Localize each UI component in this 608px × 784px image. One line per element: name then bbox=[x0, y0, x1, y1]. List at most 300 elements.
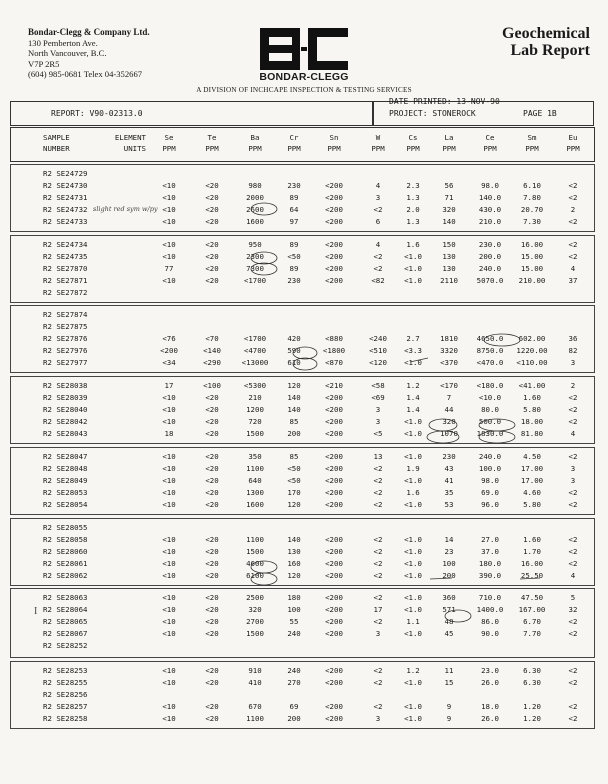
value-cell: 69.0 bbox=[481, 488, 499, 497]
sample-number-cell: R2 SE28039 bbox=[43, 393, 88, 402]
value-cell: <20 bbox=[205, 264, 219, 273]
value-cell: 320 bbox=[442, 205, 456, 214]
value-cell: <2 bbox=[568, 547, 578, 556]
value-cell: 6.30 bbox=[523, 666, 541, 675]
value-cell: <10 bbox=[162, 678, 176, 687]
value-cell: 1500 bbox=[246, 629, 264, 638]
value-cell: <2 bbox=[568, 217, 578, 226]
sample-number-cell: R2 SE27875 bbox=[43, 322, 88, 331]
value-cell: <5300 bbox=[243, 381, 267, 390]
value-cell: 1600 bbox=[246, 217, 264, 226]
value-cell: <10 bbox=[162, 629, 176, 638]
value-cell: 3 bbox=[570, 476, 576, 485]
value-cell: <200 bbox=[325, 264, 343, 273]
address-line: 130 Pemberton Ave. bbox=[28, 37, 98, 48]
value-cell: <200 bbox=[325, 193, 343, 202]
value-cell: <10 bbox=[162, 488, 176, 497]
value-cell: 11 bbox=[444, 666, 454, 675]
value-cell: 167.00 bbox=[518, 605, 546, 614]
value-cell: 1.60 bbox=[523, 535, 541, 544]
value-cell: <510 bbox=[369, 346, 387, 355]
value-cell: 98.0 bbox=[481, 181, 499, 190]
value-cell: <2 bbox=[568, 500, 578, 509]
column-header-line: Eu bbox=[568, 133, 578, 142]
value-cell: 180.0 bbox=[478, 559, 502, 568]
value-cell: 1070 bbox=[440, 429, 458, 438]
value-cell: 2.0 bbox=[406, 205, 420, 214]
table-row bbox=[11, 333, 594, 345]
value-cell: <2 bbox=[373, 593, 383, 602]
value-cell: 1810 bbox=[440, 334, 458, 343]
value-cell: 140 bbox=[287, 393, 301, 402]
table-row bbox=[11, 357, 594, 369]
table-row bbox=[11, 345, 594, 357]
value-cell: <10 bbox=[162, 666, 176, 675]
sample-number-cell: R2 SE28064 bbox=[43, 605, 88, 614]
sample-number-cell: R2 SE24729 bbox=[43, 169, 88, 178]
value-cell: 35 bbox=[444, 488, 454, 497]
sample-number-cell: R2 SE28048 bbox=[43, 464, 88, 473]
value-cell: <34 bbox=[162, 358, 176, 367]
value-cell: 670 bbox=[248, 702, 262, 711]
value-cell: 130 bbox=[287, 547, 301, 556]
value-cell: <2 bbox=[568, 714, 578, 723]
column-header-line: PPM bbox=[327, 144, 341, 153]
address-line: North Vancouver, B.C. bbox=[28, 48, 107, 59]
value-cell: 100 bbox=[442, 559, 456, 568]
value-cell: 47.50 bbox=[520, 593, 544, 602]
table-row bbox=[11, 392, 594, 404]
value-cell: <1.0 bbox=[404, 629, 422, 638]
table-row bbox=[11, 404, 594, 416]
value-cell: 13 bbox=[373, 452, 383, 461]
sample-number-cell: R2 SE28062 bbox=[43, 571, 88, 580]
sample-group bbox=[10, 588, 595, 658]
value-cell: <1.0 bbox=[404, 593, 422, 602]
value-cell: 4 bbox=[375, 240, 381, 249]
value-cell: 610 bbox=[287, 358, 301, 367]
column-header-line: PPM bbox=[406, 144, 420, 153]
column-header-cell bbox=[365, 132, 391, 154]
value-cell: <20 bbox=[205, 593, 219, 602]
column-header-cell bbox=[511, 132, 553, 154]
value-cell: <20 bbox=[205, 252, 219, 261]
value-cell: 2700 bbox=[246, 617, 264, 626]
value-cell: <20 bbox=[205, 535, 219, 544]
value-cell: 1200 bbox=[246, 405, 264, 414]
sample-number-cell: R2 SE28255 bbox=[43, 678, 88, 687]
value-cell: 37.0 bbox=[481, 547, 499, 556]
sample-number-cell: R2 SE24732 bbox=[43, 205, 88, 214]
value-cell: 3 bbox=[375, 405, 381, 414]
value-cell: <200 bbox=[325, 666, 343, 675]
column-header-line: W bbox=[375, 133, 381, 142]
table-row bbox=[11, 416, 594, 428]
value-cell: <2 bbox=[373, 702, 383, 711]
value-cell: 200 bbox=[287, 714, 301, 723]
value-cell: 85 bbox=[289, 452, 299, 461]
value-cell: 1220.00 bbox=[516, 346, 548, 355]
title-line: Geochemical bbox=[502, 25, 590, 42]
value-cell: <1700 bbox=[243, 276, 267, 285]
sample-number-cell: R2 SE28042 bbox=[43, 417, 88, 426]
value-cell: 360 bbox=[442, 593, 456, 602]
value-cell: 3320 bbox=[440, 346, 458, 355]
value-cell: <1.0 bbox=[404, 571, 422, 580]
value-cell: 80.0 bbox=[481, 405, 499, 414]
value-cell: <10 bbox=[162, 476, 176, 485]
value-cell: 210.0 bbox=[478, 217, 502, 226]
value-cell: <200 bbox=[325, 702, 343, 711]
sample-number-cell: R2 SE28067 bbox=[43, 629, 88, 638]
table-row bbox=[11, 558, 594, 570]
sample-number-cell: R2 SE27876 bbox=[43, 334, 88, 343]
value-cell: <20 bbox=[205, 629, 219, 638]
sample-number-cell: R2 SE27870 bbox=[43, 264, 88, 273]
value-cell: 130 bbox=[442, 264, 456, 273]
table-row bbox=[11, 287, 594, 299]
table-row bbox=[11, 239, 594, 251]
value-cell: <2 bbox=[373, 252, 383, 261]
value-cell: 4 bbox=[570, 429, 576, 438]
value-cell: 45 bbox=[444, 629, 454, 638]
column-header-line: SAMPLE bbox=[43, 133, 70, 142]
value-cell: <1.0 bbox=[404, 500, 422, 509]
value-cell: <200 bbox=[325, 181, 343, 190]
value-cell: 1.1 bbox=[406, 617, 420, 626]
sample-number-cell: R2 SE28258 bbox=[43, 714, 88, 723]
value-cell: <20 bbox=[205, 217, 219, 226]
value-cell: <2 bbox=[568, 452, 578, 461]
table-row bbox=[11, 677, 594, 689]
value-cell: <2 bbox=[568, 252, 578, 261]
value-cell: 15.00 bbox=[520, 252, 544, 261]
value-cell: 15.00 bbox=[520, 264, 544, 273]
table-row bbox=[11, 475, 594, 487]
report-box bbox=[10, 101, 374, 126]
value-cell: <10 bbox=[162, 617, 176, 626]
title-line: Lab Report bbox=[510, 42, 590, 59]
value-cell: 140 bbox=[287, 535, 301, 544]
value-cell: 350 bbox=[248, 452, 262, 461]
value-cell: <1.0 bbox=[404, 358, 422, 367]
value-cell: <10 bbox=[162, 559, 176, 568]
value-cell: <2 bbox=[373, 205, 383, 214]
value-cell: 2300 bbox=[246, 252, 264, 261]
value-cell: 56 bbox=[444, 181, 454, 190]
value-cell: <20 bbox=[205, 666, 219, 675]
table-row bbox=[11, 309, 594, 321]
column-header-line: PPM bbox=[566, 144, 580, 153]
column-header-line: PPM bbox=[442, 144, 456, 153]
value-cell: 3 bbox=[570, 358, 576, 367]
value-cell: 1830.0 bbox=[476, 429, 504, 438]
value-cell: 2600 bbox=[246, 205, 264, 214]
table-row bbox=[11, 263, 594, 275]
value-cell: <20 bbox=[205, 193, 219, 202]
value-cell: 140 bbox=[287, 405, 301, 414]
value-cell: <1.0 bbox=[404, 678, 422, 687]
value-cell: 3 bbox=[375, 193, 381, 202]
value-cell: 3 bbox=[570, 464, 576, 473]
value-cell: <10 bbox=[162, 217, 176, 226]
value-cell: 120 bbox=[287, 500, 301, 509]
value-cell: 16.00 bbox=[520, 559, 544, 568]
value-cell: 1.20 bbox=[523, 702, 541, 711]
value-cell: <200 bbox=[325, 217, 343, 226]
value-cell: 81.80 bbox=[520, 429, 544, 438]
value-cell: <1.0 bbox=[404, 476, 422, 485]
value-cell: <200 bbox=[325, 476, 343, 485]
sample-number-cell: R2 SE24730 bbox=[43, 181, 88, 190]
value-cell: <10 bbox=[162, 405, 176, 414]
value-cell: 602.00 bbox=[518, 334, 546, 343]
value-cell: <20 bbox=[205, 476, 219, 485]
value-cell: 1.20 bbox=[523, 714, 541, 723]
value-cell: 4 bbox=[570, 264, 576, 273]
value-cell: <20 bbox=[205, 181, 219, 190]
value-cell: <50 bbox=[287, 476, 301, 485]
value-cell: 100 bbox=[287, 605, 301, 614]
table-row bbox=[11, 499, 594, 511]
value-cell: 41 bbox=[444, 476, 454, 485]
value-cell: <10 bbox=[162, 593, 176, 602]
column-header-cell bbox=[197, 132, 227, 154]
column-header-cell bbox=[398, 132, 428, 154]
value-cell: 18 bbox=[164, 429, 174, 438]
sample-number-cell: R2 SE28257 bbox=[43, 702, 88, 711]
sample-group bbox=[10, 376, 595, 444]
value-cell: <1.0 bbox=[404, 702, 422, 711]
value-cell: <2 bbox=[568, 666, 578, 675]
value-cell: 37 bbox=[568, 276, 578, 285]
value-cell: 210.00 bbox=[518, 276, 546, 285]
value-cell: <10 bbox=[162, 714, 176, 723]
value-cell: <1.0 bbox=[404, 714, 422, 723]
date-printed: DATE PRINTED: 13-NOV-90 bbox=[389, 97, 500, 106]
value-cell: 26.0 bbox=[481, 714, 499, 723]
table-row bbox=[11, 192, 594, 204]
company-name: Bondar-Clegg & Company Ltd. bbox=[28, 27, 150, 37]
value-cell: <20 bbox=[205, 393, 219, 402]
value-cell: 420 bbox=[287, 334, 301, 343]
value-cell: <1800 bbox=[322, 346, 346, 355]
value-cell: <20 bbox=[205, 702, 219, 711]
table-row bbox=[11, 701, 594, 713]
value-cell: <200 bbox=[325, 488, 343, 497]
column-header-cell bbox=[102, 132, 146, 154]
value-cell: <10 bbox=[162, 605, 176, 614]
value-cell: 23.0 bbox=[481, 666, 499, 675]
value-cell: <200 bbox=[325, 452, 343, 461]
value-cell: 320 bbox=[248, 605, 262, 614]
value-cell: 200 bbox=[442, 571, 456, 580]
value-cell: <50 bbox=[287, 252, 301, 261]
column-header-cell bbox=[316, 132, 352, 154]
address-line: (604) 985-0681 Telex 04-352667 bbox=[28, 69, 143, 80]
sample-group bbox=[10, 305, 595, 373]
value-cell: 240 bbox=[287, 629, 301, 638]
table-row bbox=[11, 487, 594, 499]
value-cell: <200 bbox=[325, 500, 343, 509]
value-cell: 1.9 bbox=[406, 464, 420, 473]
value-cell: 1.4 bbox=[406, 405, 420, 414]
column-header-line: PPM bbox=[162, 144, 176, 153]
value-cell: 4650.0 bbox=[476, 334, 504, 343]
value-cell: <240 bbox=[369, 334, 387, 343]
value-cell: 210 bbox=[248, 393, 262, 402]
value-cell: <41.00 bbox=[518, 381, 546, 390]
value-cell: 240 bbox=[287, 666, 301, 675]
value-cell: 2500 bbox=[246, 593, 264, 602]
value-cell: <140 bbox=[203, 346, 221, 355]
value-cell: 48 bbox=[444, 617, 454, 626]
table-row bbox=[11, 522, 594, 534]
value-cell: <10 bbox=[162, 276, 176, 285]
column-header-line: NUMBER bbox=[43, 144, 70, 153]
value-cell: <2 bbox=[373, 678, 383, 687]
value-cell: 7.80 bbox=[523, 193, 541, 202]
value-cell: 89 bbox=[289, 193, 299, 202]
value-cell: 230.0 bbox=[478, 240, 502, 249]
value-cell: <10 bbox=[162, 205, 176, 214]
value-cell: <2 bbox=[568, 617, 578, 626]
value-cell: <200 bbox=[325, 547, 343, 556]
value-cell: <2 bbox=[568, 559, 578, 568]
value-cell: 2.7 bbox=[406, 334, 420, 343]
value-cell: <2 bbox=[373, 535, 383, 544]
sample-group bbox=[10, 235, 595, 303]
sample-number-cell: R2 SE28252 bbox=[43, 641, 88, 650]
value-cell: <10 bbox=[162, 417, 176, 426]
sample-number-cell: R2 SE24734 bbox=[43, 240, 88, 249]
value-cell: 1600 bbox=[246, 500, 264, 509]
value-cell: 64 bbox=[289, 205, 299, 214]
value-cell: 69 bbox=[289, 702, 299, 711]
value-cell: <2 bbox=[373, 571, 383, 580]
value-cell: <200 bbox=[325, 571, 343, 580]
value-cell: 1.2 bbox=[406, 666, 420, 675]
value-cell: <880 bbox=[325, 334, 343, 343]
value-cell: <200 bbox=[325, 535, 343, 544]
value-cell: 7.30 bbox=[523, 217, 541, 226]
value-cell: <10 bbox=[162, 240, 176, 249]
value-cell: <200 bbox=[325, 405, 343, 414]
sample-number-cell: R2 SE28049 bbox=[43, 476, 88, 485]
column-header-line: PPM bbox=[483, 144, 497, 153]
value-cell: 3 bbox=[375, 417, 381, 426]
value-cell: 6.70 bbox=[523, 617, 541, 626]
value-cell: <1.0 bbox=[404, 559, 422, 568]
value-cell: <200 bbox=[325, 559, 343, 568]
value-cell: 25.50 bbox=[520, 571, 544, 580]
table-row bbox=[11, 168, 594, 180]
value-cell: <1.0 bbox=[404, 605, 422, 614]
value-cell: <2 bbox=[373, 464, 383, 473]
sample-number-cell: R2 SE24735 bbox=[43, 252, 88, 261]
value-cell: <210 bbox=[325, 381, 343, 390]
column-header-line: PPM bbox=[205, 144, 219, 153]
value-cell: 14 bbox=[444, 535, 454, 544]
value-cell: <1.0 bbox=[404, 264, 422, 273]
table-row bbox=[11, 592, 594, 604]
value-cell: 3 bbox=[375, 714, 381, 723]
sample-number-cell: R2 SE27976 bbox=[43, 346, 88, 355]
column-header-line: La bbox=[444, 133, 454, 142]
value-cell: <20 bbox=[205, 429, 219, 438]
value-cell: 720 bbox=[248, 417, 262, 426]
table-row bbox=[11, 689, 594, 701]
value-cell: 120 bbox=[287, 381, 301, 390]
value-cell: <2 bbox=[373, 264, 383, 273]
value-cell: 27.0 bbox=[481, 535, 499, 544]
value-cell: 1.6 bbox=[406, 488, 420, 497]
value-cell: 1100 bbox=[246, 535, 264, 544]
value-cell: <10 bbox=[162, 193, 176, 202]
company-block bbox=[28, 27, 150, 80]
value-cell: <10 bbox=[162, 571, 176, 580]
value-cell: <20 bbox=[205, 405, 219, 414]
value-cell: <1.0 bbox=[404, 276, 422, 285]
value-cell: 36 bbox=[568, 334, 578, 343]
value-cell: 17.00 bbox=[520, 476, 544, 485]
value-cell: 26.0 bbox=[481, 678, 499, 687]
value-cell: 5.80 bbox=[523, 405, 541, 414]
value-cell: <200 bbox=[325, 276, 343, 285]
column-header-cell bbox=[562, 132, 584, 154]
value-cell: <2 bbox=[373, 559, 383, 568]
value-cell: <100 bbox=[203, 381, 221, 390]
value-cell: <10 bbox=[162, 393, 176, 402]
value-cell: 910 bbox=[248, 666, 262, 675]
column-header-line: PPM bbox=[525, 144, 539, 153]
value-cell: 98.0 bbox=[481, 476, 499, 485]
value-cell: 980 bbox=[248, 181, 262, 190]
value-cell: 170 bbox=[287, 488, 301, 497]
value-cell: 53 bbox=[444, 500, 454, 509]
value-cell: 23 bbox=[444, 547, 454, 556]
table-row bbox=[11, 665, 594, 677]
value-cell: 4.60 bbox=[523, 488, 541, 497]
value-cell: 710.0 bbox=[478, 593, 502, 602]
sample-group bbox=[10, 447, 595, 515]
value-cell: 1500 bbox=[246, 547, 264, 556]
column-header bbox=[10, 127, 595, 162]
sample-number-cell: R2 SE28054 bbox=[43, 500, 88, 509]
value-cell: <1700 bbox=[243, 334, 267, 343]
table-row bbox=[11, 628, 594, 640]
value-cell: 230 bbox=[287, 181, 301, 190]
value-cell: <3.3 bbox=[404, 346, 422, 355]
value-cell: <1.0 bbox=[404, 417, 422, 426]
column-header-line: Sm bbox=[527, 133, 537, 142]
value-cell: 640 bbox=[248, 476, 262, 485]
value-cell: <2 bbox=[568, 678, 578, 687]
value-cell: <120 bbox=[369, 358, 387, 367]
value-cell: <20 bbox=[205, 559, 219, 568]
value-cell: <20 bbox=[205, 452, 219, 461]
value-cell: <2 bbox=[568, 193, 578, 202]
value-cell: 590 bbox=[287, 346, 301, 355]
table-row bbox=[11, 321, 594, 333]
value-cell: <10 bbox=[162, 535, 176, 544]
value-cell: 20.70 bbox=[520, 205, 544, 214]
value-cell: <200 bbox=[325, 429, 343, 438]
table-row bbox=[11, 451, 594, 463]
value-cell: <2 bbox=[568, 181, 578, 190]
sample-number-cell: R2 SE28253 bbox=[43, 666, 88, 675]
value-cell: <2 bbox=[568, 488, 578, 497]
